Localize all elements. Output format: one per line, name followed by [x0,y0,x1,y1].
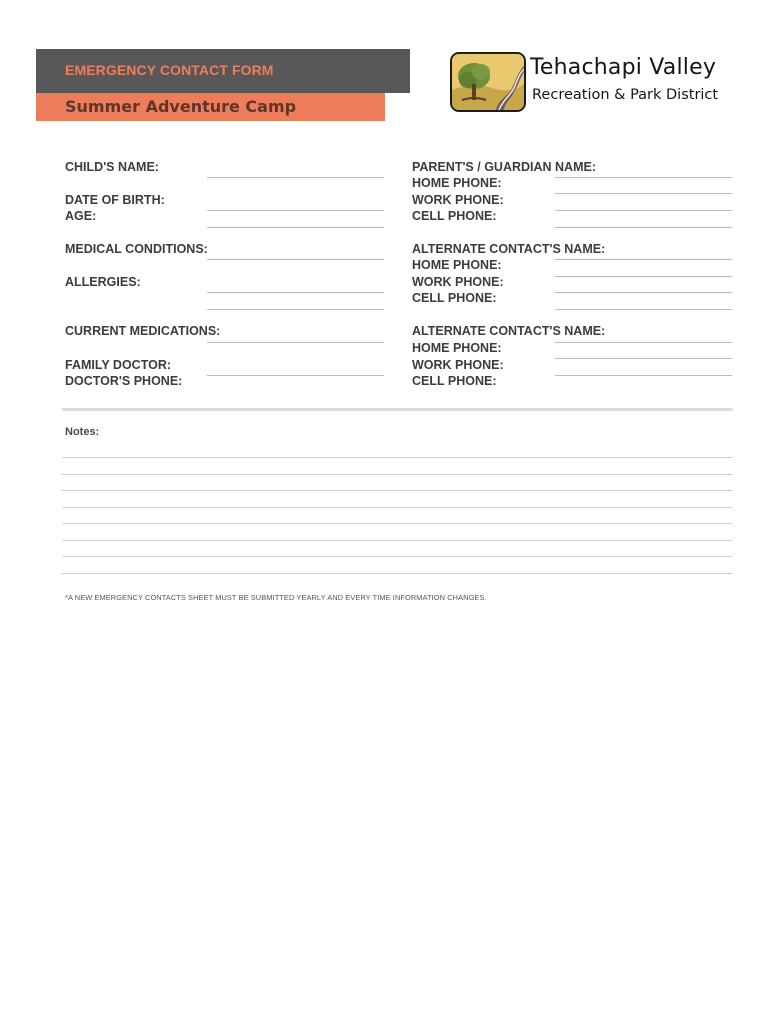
notes-line[interactable] [62,556,733,557]
guardian-name-label: PARENT'S / GUARDIAN NAME: [412,160,596,174]
logo-name: Tehachapi Valley [530,55,717,80]
notes-label: Notes: [65,426,100,438]
date-of-birth-label: DATE OF BIRTH: [65,193,165,207]
alternate1-home-phone-field[interactable] [555,276,732,277]
notes-line[interactable] [62,507,733,508]
notes-line[interactable] [62,540,733,541]
date-of-birth-field[interactable] [207,210,384,211]
medical-conditions-field[interactable] [207,259,384,260]
medical-conditions-label: MEDICAL CONDITIONS: [65,242,208,256]
notes-line[interactable] [62,457,733,458]
notes-line[interactable] [62,523,733,524]
doctors-phone-label: DOCTOR'S PHONE: [65,374,183,388]
alternate1-cell-phone-label: CELL PHONE: [412,291,497,305]
childs-name-label: CHILD'S NAME: [65,160,159,174]
alternate1-name-field[interactable] [555,259,732,260]
current-medications-field[interactable] [207,342,384,343]
alternate1-cell-phone-field[interactable] [555,309,732,310]
guardian-cell-phone-label: CELL PHONE: [412,209,497,223]
guardian-work-phone-field[interactable] [555,210,732,211]
alternate2-work-phone-field[interactable] [555,375,732,376]
current-medications-label: CURRENT MEDICATIONS: [65,324,221,338]
age-label: AGE: [65,209,97,223]
alternate2-home-phone-field[interactable] [555,358,732,359]
notes-line[interactable] [62,573,733,574]
allergies-field[interactable] [207,292,384,293]
notes-line[interactable] [62,490,733,491]
allergies-label: ALLERGIES: [65,275,141,289]
alternate2-name-field[interactable] [555,342,732,343]
notes-line[interactable] [62,474,733,475]
family-doctor-field[interactable] [207,375,384,376]
form-title: EMERGENCY CONTACT FORM [65,62,274,78]
form-subtitle: Summer Adventure Camp [65,97,297,116]
guardian-name-field[interactable] [555,177,732,178]
section-divider [62,408,733,411]
age-field[interactable] [207,227,384,228]
alternate1-work-phone-field[interactable] [555,292,732,293]
allergies-field-2[interactable] [207,309,384,310]
logo-subtitle: Recreation & Park District [532,87,719,103]
guardian-work-phone-label: WORK PHONE: [412,193,504,207]
guardian-home-phone-label: HOME PHONE: [412,176,502,190]
family-doctor-label: FAMILY DOCTOR: [65,358,172,372]
alternate2-work-phone-label: WORK PHONE: [412,358,504,372]
tree-road-logo-icon [450,52,526,112]
footnote: *A NEW EMERGENCY CONTACTS SHEET MUST BE SUBMITTED YEARLY AND EVERY TIME INFORMATION CHANGES. [65,593,487,602]
alternate2-name-label: ALTERNATE CONTACT'S NAME: [412,324,606,338]
alternate1-home-phone-label: HOME PHONE: [412,258,502,272]
childs-name-field[interactable] [207,177,384,178]
alternate1-name-label: ALTERNATE CONTACT'S NAME: [412,242,606,256]
guardian-home-phone-field[interactable] [555,193,732,194]
alternate1-work-phone-label: WORK PHONE: [412,275,504,289]
alternate2-home-phone-label: HOME PHONE: [412,341,502,355]
guardian-cell-phone-field[interactable] [555,227,732,228]
alternate2-cell-phone-label: CELL PHONE: [412,374,497,388]
